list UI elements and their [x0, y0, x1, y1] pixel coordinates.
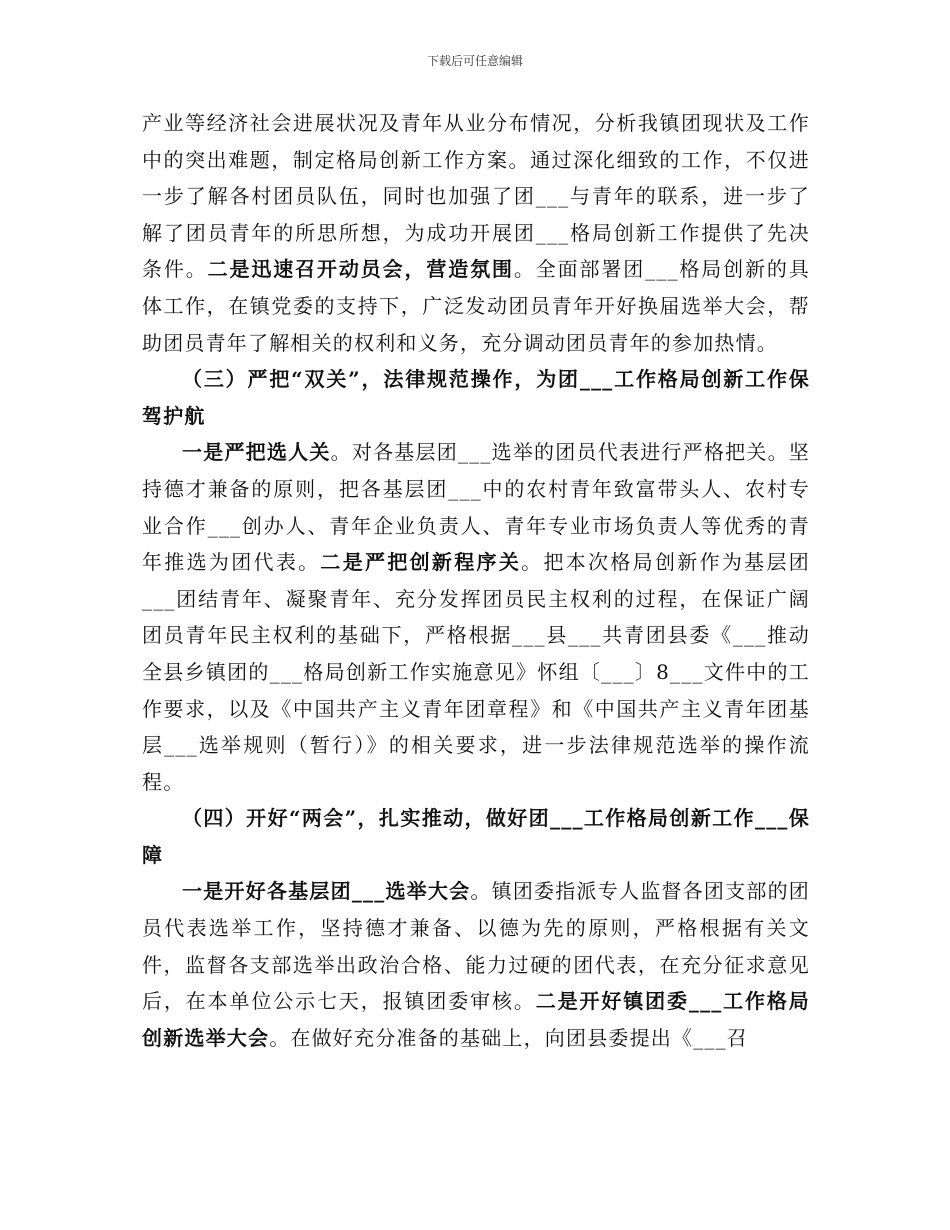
body-text: 。把本次格局创新作为基层团___团结青年、凝聚青年、充分发挥团员民主权利的过程，在保证广阔团员青年民主权利的基础下，严格根据___县___共青团县委《___推动全县乡镇团的___格局创新工作实施意见》怀组〔___〕8___文件中的工作要求，以及《中国共产主义青年团章程》和《中国共产主义青年团基层___选举规则（暂行）》的相关要求，进一步法律规范选举的操作流程。 — [142, 550, 810, 794]
body-text: 。对各基层团___选举的团员代表进行严格把关。坚持德才兼备的原则，把各基层团___中的农村青年致富带头人、农村专业合作___创办人、青年企业负责人、青年专业市场负责人等优秀的青年推选为团代表。 — [142, 440, 810, 575]
body-text: 。在做好充分准备的基础上，向团县委提出《___召 — [269, 1025, 749, 1050]
section-heading-3: （三）严把“双关”，法律规范操作，为团___工作格局创新工作保驾护航 — [142, 367, 810, 428]
body-text: 产业等经济社会进展状况及青年从业分布情况，分析我镇团现状及工作中的突出难题，制定格局创新工作方案。通过深化细致的工作，不仅进一步了解各村团员队伍，同时也加强了团___与青年的联系，进一步了解了团员青年的所思所想，为成功开展团___格局创新工作提供了先决条件。 — [142, 111, 810, 282]
section-heading-4: （四）开好“两会”，扎实推动，做好团___工作格局创新工作___保障 — [142, 806, 810, 867]
document-body — [142, 105, 810, 1056]
bold-phrase: 二是迅速召开动员会，营造氛围 — [207, 257, 514, 282]
body-text: 。全面部署团___格局创新的具体工作，在镇党委的支持下，广泛发动团员青年开好换届选举大会，帮助团员青年了解相关的权利和义务，充分调动团员青年的参加热情。 — [142, 257, 811, 355]
paragraph — [142, 434, 810, 800]
bold-phrase: 二是开好镇团委___工作格局创新选举大会 — [142, 989, 810, 1050]
paragraph — [142, 873, 810, 1056]
paragraph — [142, 105, 810, 361]
bold-phrase: 二是严把创新程序关 — [320, 550, 522, 575]
body-text: 。镇团委指派专人监督各团支部的团员代表选举工作，坚持德才兼备、以德为先的原则，严格根据有关文件，监督各支部选举出政治合格、能力过硬的团代表，在充分征求意见后，在本单位公示七天，报镇团委审核。 — [142, 879, 811, 1014]
header-note: 下载后可任意编辑 — [426, 54, 523, 68]
bold-phrase: 一是开好各基层团___选举大会 — [182, 879, 471, 904]
bold-phrase: 一是严把选人关 — [182, 440, 331, 465]
